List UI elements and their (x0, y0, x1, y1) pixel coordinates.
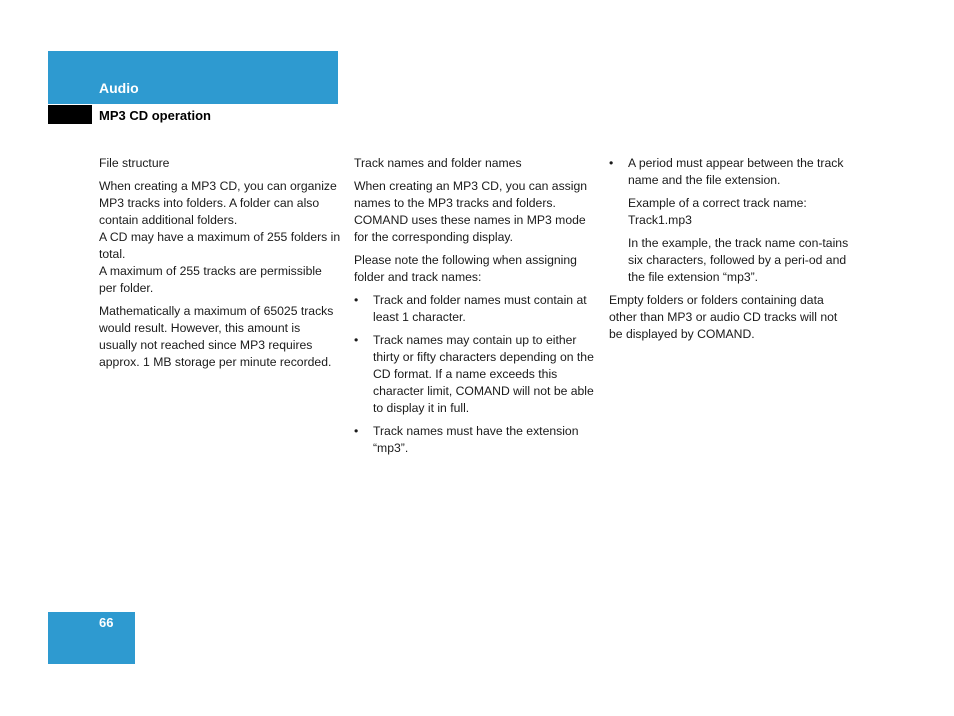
example-block (609, 195, 853, 229)
col1-paragraph-2: Mathematically a maximum of 65025 tracks would result. However, this amount is usually not reached since MP3 requires approx. 1 MB storage per minute recorded. (99, 304, 334, 369)
list-item (354, 423, 594, 457)
bullet-icon: • (354, 293, 359, 307)
page-number-box (48, 612, 135, 664)
header-band (48, 51, 338, 104)
bullet-icon: • (609, 156, 614, 170)
col1-para1-line3: A maximum of 255 tracks are permissible per folder. (99, 264, 322, 295)
col1-para1-line1: When creating a MP3 CD, you can organize MP3 tracks into folders. A folder can also contain additional folders. (99, 179, 337, 227)
col2-heading: Track names and folder names (354, 156, 522, 170)
section-title: MP3 CD operation (99, 108, 211, 123)
col1-heading: File structure (99, 156, 170, 170)
list-item (354, 292, 594, 326)
list-item-text: Track and folder names must contain at least 1 character. (373, 293, 587, 324)
column-track-names (354, 155, 594, 463)
section-marker (48, 105, 92, 124)
column-period-rule (609, 155, 853, 349)
bullet-icon: • (354, 333, 359, 347)
list-item (354, 332, 594, 417)
example-explanation: In the example, the track name con-tains six characters, followed by a peri-od and the file extension “mp3”. (628, 236, 849, 284)
page-number: 66 (99, 615, 114, 630)
list-item-text: Track names must have the extension “mp3”. (373, 424, 579, 455)
list-item-text: A period must appear between the track name and the file extension. (628, 156, 844, 187)
chapter-title: Audio (99, 80, 139, 96)
example-label: Example of a correct track name: (628, 196, 807, 210)
closing-paragraph: Empty folders or folders containing data other than MP3 or audio CD tracks will not be displayed by COMAND. (609, 293, 838, 341)
col2-paragraph-2: Please note the following when assigning folder and track names: (354, 253, 577, 284)
example-value: Track1.mp3 (628, 213, 692, 227)
bullet-icon: • (354, 424, 359, 438)
col2-paragraph-1: When creating an MP3 CD, you can assign names to the MP3 tracks and folders. COMAND uses these names in MP3 mode for the corresponding display. (354, 179, 588, 244)
list-item-text: Track names may contain up to either thirty or fifty characters depending on the CD format. If a name exceeds this character limit, COMAND will not be able to display it in full. (373, 333, 594, 415)
col1-paragraph-1 (99, 178, 341, 297)
list-item (609, 155, 853, 189)
col1-para1-line2: A CD may have a maximum of 255 folders in total. (99, 230, 341, 261)
column-file-structure (99, 155, 341, 377)
